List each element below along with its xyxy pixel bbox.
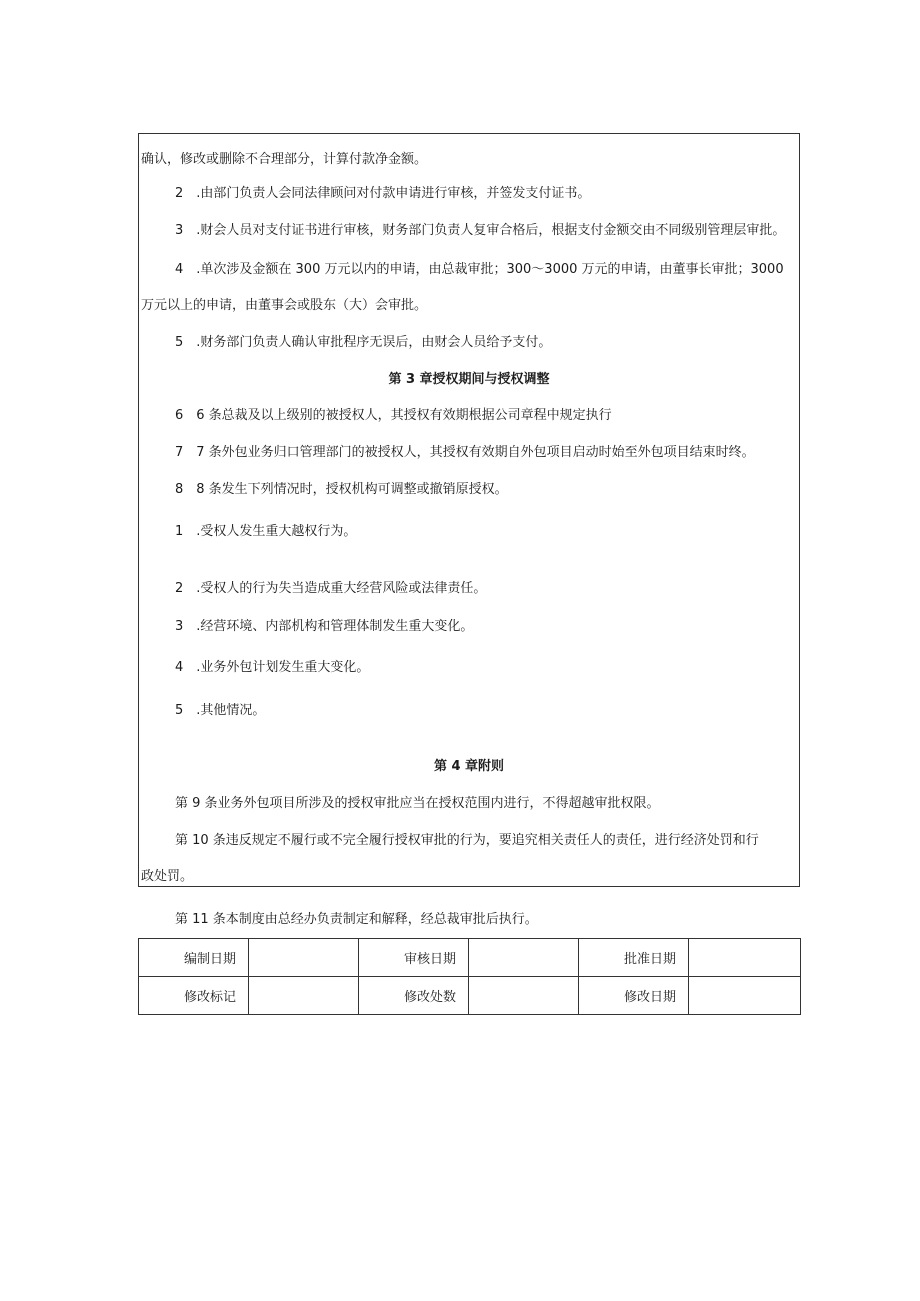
paragraph-line: 确认，修改或删除不合理部分，计算付款净金额。 xyxy=(141,152,428,167)
article-11-note: 第 11 条本制度由总经办负责制定和解释，经总裁审批后执行。 xyxy=(175,912,538,927)
revision-count-label: 修改处数 xyxy=(359,977,469,1015)
list-item: 3 .经营环境、内部机构和管理体制发生重大变化。 xyxy=(175,619,474,634)
approve-date-label: 批准日期 xyxy=(579,939,689,977)
revision-mark-label: 修改标记 xyxy=(139,977,249,1015)
review-date-label: 审核日期 xyxy=(359,939,469,977)
revision-mark-value xyxy=(249,977,359,1015)
paragraph-line: 4 .单次涉及金额在 300 万元以内的申请，由总裁审批；300～3000 万元的申请，由董事长审批；3000 xyxy=(175,262,784,277)
revision-date-label: 修改日期 xyxy=(579,977,689,1015)
list-item: 5 .其他情况。 xyxy=(175,703,266,718)
paragraph-line: 5 .财务部门负责人确认审批程序无误后，由财会人员给予支付。 xyxy=(175,335,552,350)
chapter-3-heading: 第 3 章授权期间与授权调整 xyxy=(388,372,550,387)
revision-count-value xyxy=(469,977,579,1015)
paragraph-line: 8 8 条发生下列情况时，授权机构可调整或撤销原授权。 xyxy=(175,482,508,497)
paragraph-line: 3 .财会人员对支付证书进行审核，财务部门负责人复审合格后，根据支付金额交由不同级别管理层审批。 xyxy=(175,223,786,238)
approve-date-value xyxy=(689,939,801,977)
paragraph-line: 万元以上的申请，由董事会或股东（大）会审批。 xyxy=(141,298,428,313)
review-date-value xyxy=(469,939,579,977)
compile-date-label: 编制日期 xyxy=(139,939,249,977)
document-body-box xyxy=(138,133,800,887)
list-item: 4 .业务外包计划发生重大变化。 xyxy=(175,660,370,675)
list-item: 1 .受权人发生重大越权行为。 xyxy=(175,524,357,539)
paragraph-line: 第 9 条业务外包项目所涉及的授权审批应当在授权范围内进行，不得超越审批权限。 xyxy=(175,796,660,811)
revision-table xyxy=(138,938,801,1015)
paragraph-line: 第 10 条违反规定不履行或不完全履行授权审批的行为，要追究相关责任人的责任，进行经济处罚和行 xyxy=(175,833,759,848)
table-row xyxy=(139,977,801,1015)
paragraph-line: 2 .由部门负责人会同法律顾问对付款申请进行审核，并签发支付证书。 xyxy=(175,186,591,201)
revision-date-value xyxy=(689,977,801,1015)
list-item: 2 .受权人的行为失当造成重大经营风险或法律责任。 xyxy=(175,581,487,596)
table-row xyxy=(139,939,801,977)
paragraph-line: 政处罚。 xyxy=(141,869,194,884)
compile-date-value xyxy=(249,939,359,977)
paragraph-line: 6 6 条总裁及以上级别的被授权人，其授权有效期根据公司章程中规定执行 xyxy=(175,408,612,423)
chapter-4-heading: 第 4 章附则 xyxy=(433,759,505,774)
paragraph-line: 7 7 条外包业务归口管理部门的被授权人，其授权有效期自外包项目启动时始至外包项目结束时终。 xyxy=(175,445,755,460)
